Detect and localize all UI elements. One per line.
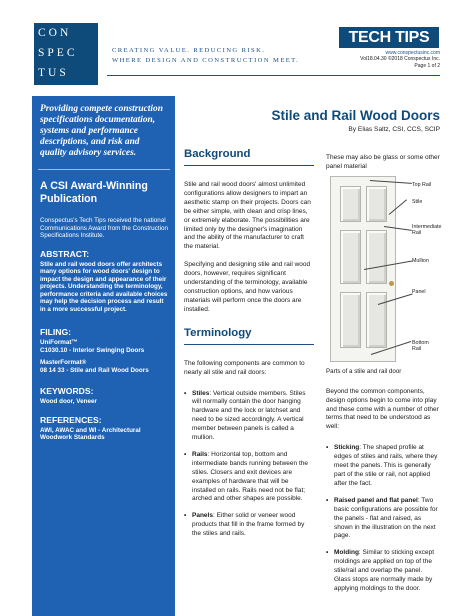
figure-label-bottom-rail: Bottom Rail <box>412 339 429 353</box>
term-name: Sticking <box>334 444 360 452</box>
door-panel <box>366 186 387 222</box>
door-figure <box>326 174 440 364</box>
term-definition: : Two basic configurations are possible for the panels - flat and raised, as shown in the illustration on the next page. <box>334 496 438 540</box>
references-text: AWI, AWAC and WI - Architectural Woodwork Standards <box>40 426 141 442</box>
door-knob <box>389 281 394 286</box>
term-definition: : Similar to sticking except moldings are applied on top of the stile/rail and overlap the panel. Glass stops are normally made by applying moldings to the door. <box>334 549 435 592</box>
keywords-text: Wood door, Veneer <box>40 398 97 406</box>
header-meta <box>360 50 440 69</box>
panel-note: These may also be glass or some other panel material <box>326 154 440 170</box>
filing-uniformat-code: C1030.10 - Interior Swinging Doors <box>40 346 145 354</box>
filing-heading: FILING: <box>40 327 72 338</box>
term-name: Panels <box>192 512 213 520</box>
background-paragraph: Specifying and designing stile and rail wood doors, however, requires significant understanding of the terminology, available construction options, and how various materials will perform once the doors are installed. <box>184 261 311 313</box>
figure-label-mullion: Mullion <box>412 257 429 264</box>
article-column-left <box>184 148 314 547</box>
list-item <box>184 451 314 504</box>
page-number: Page 1 of 2 <box>414 62 440 69</box>
term-definition: : Either solid or veneer wood products that fill in the frame formed by the stiles and rails. <box>192 512 305 538</box>
figure-label-stile: Stile <box>412 198 423 205</box>
door-panel <box>366 292 387 348</box>
logo-line: SPEC <box>38 47 78 59</box>
term-name: Rails <box>192 450 208 458</box>
tagline-line: CREATING VALUE. REDUCING RISK. <box>112 47 266 54</box>
article-column-right <box>326 154 440 602</box>
website-link[interactable]: www.conspectusinc.com <box>385 50 440 56</box>
logo-line: CON <box>38 27 72 39</box>
keywords-heading: KEYWORDS: <box>40 386 94 397</box>
term-definition: : The shaped profile at edges of stiles and rails, where they meet the panels. This is generally part of the stile or rail, not applied after the fact. <box>334 444 438 487</box>
terminology-heading: Terminology <box>184 327 314 345</box>
list-item <box>326 444 440 489</box>
filing-masterformat-code: 08 14 33 - Stile and Rail Wood Doors <box>40 366 149 374</box>
design-intro: Beyond the common components, design options begin to come into play and these come with a number of other terms that need to be understood as well: <box>326 387 439 431</box>
award-heading: A CSI Award-Winning Publication <box>40 180 148 205</box>
term-definition: : Vertical outside members. Stiles will normally contain the door hanging hardware and the lock or latchset and need to be sized accordingly. A vertical member between panels is called a mullion. <box>192 389 306 442</box>
tech-tips-badge: TECH TIPS <box>339 27 439 48</box>
figure-label-intermediate-rail: Intermediate Rail <box>412 223 442 237</box>
door-panel <box>340 186 361 222</box>
term-name: Molding <box>334 549 359 557</box>
header-divider <box>107 75 440 76</box>
volume-info: Vol18.04.30 ©2018 Conspectus Inc. <box>360 56 440 63</box>
background-heading: Background <box>184 148 314 166</box>
sidebar <box>32 96 175 616</box>
award-text: Conspectus's Tech Tips received the national Communications Award from the Construction Specifications Institute. <box>40 217 168 240</box>
conspectus-logo <box>34 23 98 85</box>
door-panel <box>340 230 361 284</box>
abstract-text: Stile and rail wood doors offer architects many options for wood doors' design to impact the design and appearance of their projects. Understanding the terminology, performance criteria and available choices may help the decision process and result in a more successful project. <box>40 260 168 313</box>
sidebar-intro: Providing compete construction specifications documentation, systems and performance descriptions, and risk and quality advisory services. <box>40 104 163 158</box>
logo-line: TUS <box>38 67 69 79</box>
tagline <box>112 46 299 66</box>
list-item <box>326 497 440 542</box>
filing-masterformat: MasterFormat® <box>40 359 87 367</box>
design-terms-list <box>326 444 440 594</box>
door-panel <box>366 230 387 284</box>
figure-caption: Parts of a stile and rail door <box>326 367 402 375</box>
abstract-heading: ABSTRACT: <box>40 248 90 259</box>
figure-label-top-rail: Top Rail <box>412 181 432 188</box>
list-item <box>184 512 314 539</box>
term-definition: : Horizontal top, bottom and intermediate bands running between the stiles. Closers and exit devices are examples of hardware that will be installed on rails. Rails need not be flat; arched and other shapes are possible. <box>192 450 308 503</box>
term-name: Stiles <box>192 389 210 397</box>
filing-block <box>40 339 168 374</box>
article-title: Stile and Rail Wood Doors <box>271 108 440 123</box>
term-name: Raised panel and flat panel <box>334 496 418 504</box>
background-paragraph: Stile and rail wood doors' almost unlimited configurations allow designers to impart an aesthetic stamp on their projects. Doors can be either simple, with clean and crisp lines, or extremely elaborate. The possibilities are limited only by the designer's imagination and the ability of the manufacturer to craft the material. <box>184 181 311 251</box>
door-panel <box>340 292 361 348</box>
terminology-intro: The following components are common to nearly all stile and rail doors: <box>184 359 305 376</box>
references-heading: REFERENCES: <box>40 414 102 425</box>
sidebar-divider <box>38 169 170 170</box>
list-item <box>184 390 314 443</box>
byline: By Elias Saltz, CSI, CCS, SCIP <box>348 126 440 133</box>
figure-label-panel: Panel <box>412 288 426 295</box>
filing-uniformat: UniFormat™ <box>40 339 78 347</box>
list-item <box>326 549 440 594</box>
tagline-line: WHERE DESIGN AND CONSTRUCTION MEET. <box>112 57 300 64</box>
terms-list <box>184 390 314 540</box>
